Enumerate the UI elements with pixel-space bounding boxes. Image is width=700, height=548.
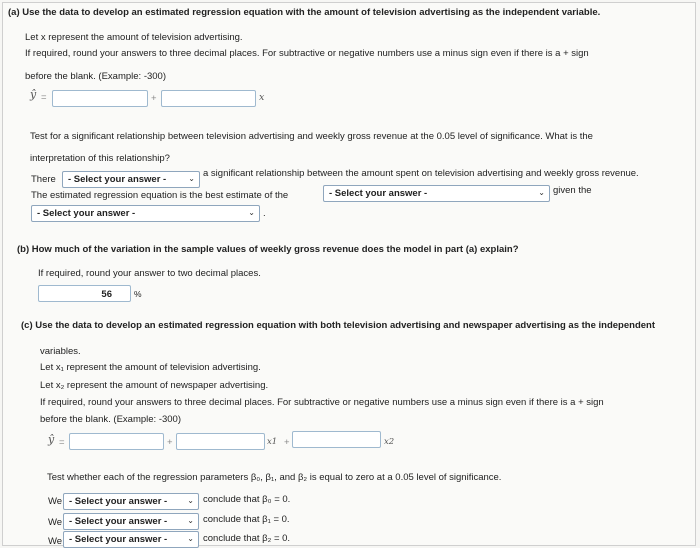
intercept-input-c[interactable] xyxy=(69,433,164,450)
tv-coefficient-input[interactable] xyxy=(176,433,265,450)
y-hat-symbol: ŷ xyxy=(48,433,55,446)
part-a-instruction-line2: before the blank. (Example: -300) xyxy=(25,71,166,82)
part-c-test-question: Test whether each of the regression parameters β₀, β₁, and β₂ is equal to zero at a 0.05 level of significance. xyxy=(47,472,502,483)
chevron-down-icon: ⌄ xyxy=(538,188,545,197)
part-c-header: (c) Use the data to develop an estimated regression equation with both television advertising and newspaper advertising as the independent xyxy=(21,320,655,331)
there-label: There xyxy=(31,174,56,185)
part-c-let-x1: Let x₁ represent the amount of television advertising. xyxy=(40,362,261,373)
newspaper-coefficient-input[interactable] xyxy=(292,431,381,448)
given-the-label: given the xyxy=(553,185,592,196)
slope-input-a[interactable] xyxy=(161,90,256,107)
part-a-let-x: Let x represent the amount of television advertising. xyxy=(25,32,243,43)
best-estimate-select[interactable]: - Select your answer - ⌄ xyxy=(323,185,550,202)
plus-sign: + xyxy=(167,437,173,448)
part-c-instruction-line2: before the blank. (Example: -300) xyxy=(40,414,181,425)
part-c-instruction-line1: If required, round your answers to three decimal places. For subtractive or negative numbers use a minus sign even if there is a + sign xyxy=(40,397,604,408)
plus-sign: + xyxy=(151,93,157,104)
chevron-down-icon: ⌄ xyxy=(188,174,195,183)
percent-sign: % xyxy=(134,289,142,299)
part-a-test-question-line1: Test for a significant relationship between television advertising and weekly gross revenue at the 0.05 level of significance. What is the xyxy=(30,131,593,142)
y-hat-symbol: ŷ xyxy=(30,88,37,101)
we-label: We xyxy=(48,536,63,547)
part-a-header: (a) Use the data to develop an estimated regression equation with the amount of television advertising as the independent variable. xyxy=(8,7,601,18)
beta1-conclusion-select[interactable]: - Select your answer - ⌄ xyxy=(63,513,199,530)
we-label: We xyxy=(48,517,63,528)
equals-sign: = xyxy=(41,92,47,103)
best-estimate-label: The estimated regression equation is the best estimate of the xyxy=(31,190,289,201)
part-c-let-x2: Let x₂ represent the amount of newspaper advertising. xyxy=(40,380,269,391)
x1-variable-label: x1 xyxy=(267,437,278,447)
period: . xyxy=(263,208,266,219)
part-a-test-question-line2: interpretation of this relationship? xyxy=(30,153,170,164)
intercept-input-a[interactable] xyxy=(52,90,148,107)
chevron-down-icon: ⌄ xyxy=(248,208,255,217)
equals-sign: = xyxy=(59,437,65,448)
part-b-header: (b) How much of the variation in the sample values of weekly gross revenue does the model in part (a) explain? xyxy=(17,244,519,255)
beta2-conclusion-select[interactable]: - Select your answer - ⌄ xyxy=(63,531,199,548)
we-label: We xyxy=(48,496,63,507)
relationship-statement: a significant relationship between the amount spent on television advertising and weekly gross revenue. xyxy=(203,168,639,179)
variation-explained-input[interactable] xyxy=(38,285,131,302)
plus-sign: + xyxy=(284,437,290,448)
part-b-instruction: If required, round your answer to two decimal places. xyxy=(38,268,261,279)
part-c-header-line2: variables. xyxy=(40,346,81,357)
x-variable-label: x xyxy=(259,92,265,103)
beta1-conclusion-text: conclude that β₁ = 0. xyxy=(203,514,290,525)
chevron-down-icon: ⌄ xyxy=(187,516,194,525)
beta2-conclusion-text: conclude that β₂ = 0. xyxy=(203,533,291,544)
there-relationship-select[interactable]: - Select your answer - ⌄ xyxy=(62,171,200,188)
x2-variable-label: x2 xyxy=(384,437,395,447)
part-a-instruction-line1: If required, round your answers to three decimal places. For subtractive or negative numbers use a minus sign even if there is a + sign xyxy=(25,48,589,59)
chevron-down-icon: ⌄ xyxy=(187,534,194,543)
beta0-conclusion-text: conclude that β₀ = 0. xyxy=(203,494,291,505)
variation-explained-value: 56 xyxy=(101,289,112,300)
chevron-down-icon: ⌄ xyxy=(187,496,194,505)
given-variable-select[interactable]: - Select your answer - ⌄ xyxy=(31,205,260,222)
beta0-conclusion-select[interactable]: - Select your answer - ⌄ xyxy=(63,493,199,510)
